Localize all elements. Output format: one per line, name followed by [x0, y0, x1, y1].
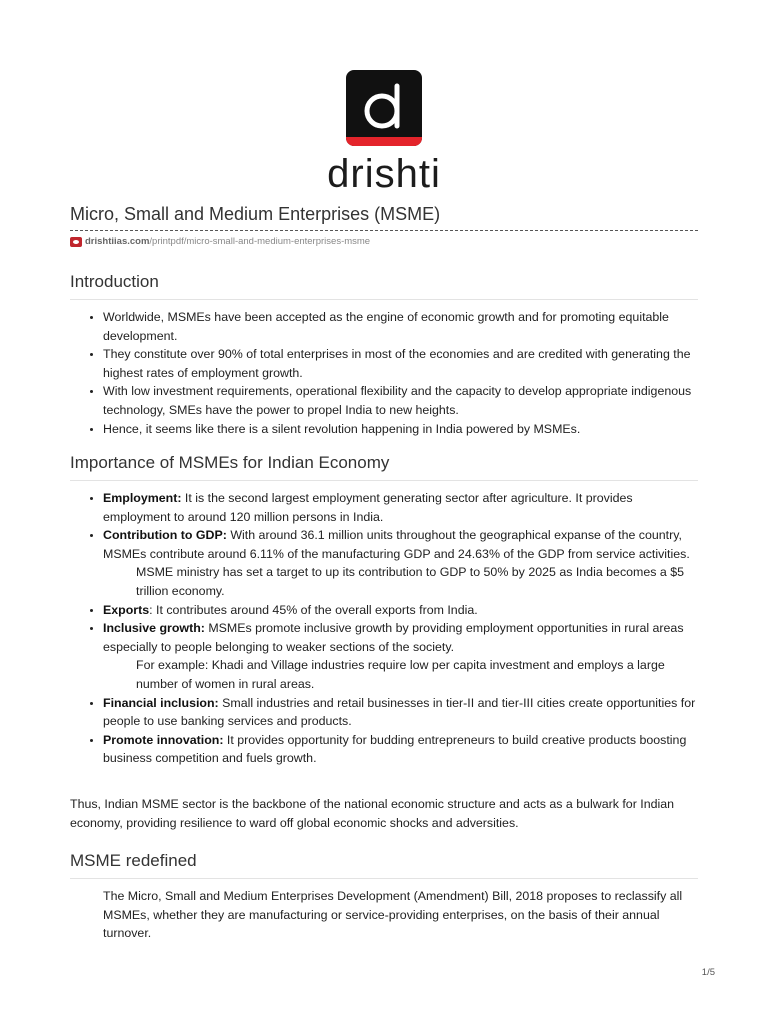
list-item	[103, 731, 698, 768]
drishti-logo-icon	[346, 70, 422, 146]
redefined-section	[70, 851, 698, 943]
list-item: • With low investment requirements, operational flexibility and the capacity to develop appropriate indigenous technology, SMEs have the power to propel India to new heights.	[103, 382, 698, 419]
importance-heading: Importance of MSMEs for Indian Economy	[70, 453, 698, 481]
item-text: With around 36.1 million units throughout the geographical expanse of the country, MSMEs contribute around 6.11% of the manufacturing GDP and 24.63% of the GDP from service activities.	[103, 528, 690, 561]
sub-note: For example: Khadi and Village industries require low per capita investment and employs a large number of women in rural areas.	[136, 658, 665, 691]
list-item: • They constitute over 90% of total enterprises in most of the economies and are credited with generating the highest rates of employment growth.	[103, 345, 698, 382]
list-item	[103, 619, 698, 693]
document-title: Micro, Small and Medium Enterprises (MSME)	[70, 204, 441, 224]
item-text: Small industries and retail businesses in tier-II and tier-III cities create opportunities for people to use banking services and products.	[103, 695, 696, 729]
importance-list	[70, 489, 698, 768]
source-link[interactable]	[70, 236, 370, 247]
list-item	[103, 601, 698, 620]
logo-wordmark: drishti	[327, 152, 441, 196]
item-term: Contribution to GDP:	[103, 528, 227, 543]
page-number: 1/5	[701, 967, 715, 978]
list-item	[103, 694, 698, 731]
introduction-list	[70, 308, 698, 438]
importance-conclusion: Thus, Indian MSME sector is the backbone of the national economic structure and acts as a bulwark for Indian economy, providing resilience to ward off global economic shocks and adversities.	[70, 797, 675, 830]
item-term: Employment:	[103, 491, 182, 505]
logo-d-glyph	[346, 70, 422, 146]
sub-note: MSME ministry has set a target to up its contribution to GDP to 50% by 2025 as India becomes a $5 trillion economy.	[136, 565, 684, 598]
logo-red-band	[346, 137, 422, 146]
source-path: /printpdf/micro-small-and-medium-enterprises-msme	[149, 236, 371, 247]
item-term: Promote innovation:	[103, 732, 224, 747]
item-text: It provides opportunity for budding entrepreneurs to build creative products boosting business competition and fuels growth.	[103, 732, 687, 766]
introduction-heading: Introduction	[70, 272, 698, 300]
list-item	[103, 526, 698, 600]
item-term: Inclusive growth:	[103, 621, 205, 636]
list-item: • Worldwide, MSMEs have been accepted as the engine of economic growth and for promoting equitable development.	[103, 308, 698, 345]
redefined-heading: MSME redefined	[70, 851, 698, 879]
title-divider	[70, 230, 698, 231]
item-term: Financial inclusion:	[103, 695, 219, 710]
list-item: • Hence, it seems like there is a silent revolution happening in India powered by MSMEs.	[103, 420, 698, 439]
item-term: Exports	[103, 602, 150, 617]
importance-section	[70, 453, 698, 768]
list-item	[103, 489, 698, 526]
introduction-section	[70, 272, 698, 438]
redefined-paragraph: The Micro, Small and Medium Enterprises Development (Amendment) Bill, 2018 proposes to reclassify all MSMEs, whether they are manufacturing or service-providing enterprises, on the basis of their annual turnover.	[103, 889, 683, 941]
item-text: It is the second largest employment generating sector after agriculture. It provides employment to around 120 million persons in India.	[103, 491, 633, 524]
eye-icon	[70, 237, 82, 247]
source-domain: drishtiias.com	[85, 236, 150, 247]
item-text: : It contributes around 45% of the overall exports from India.	[149, 602, 478, 617]
item-text: MSMEs promote inclusive growth by providing employment opportunities in rural areas especially to people belonging to weaker sections of the society.	[103, 621, 684, 654]
